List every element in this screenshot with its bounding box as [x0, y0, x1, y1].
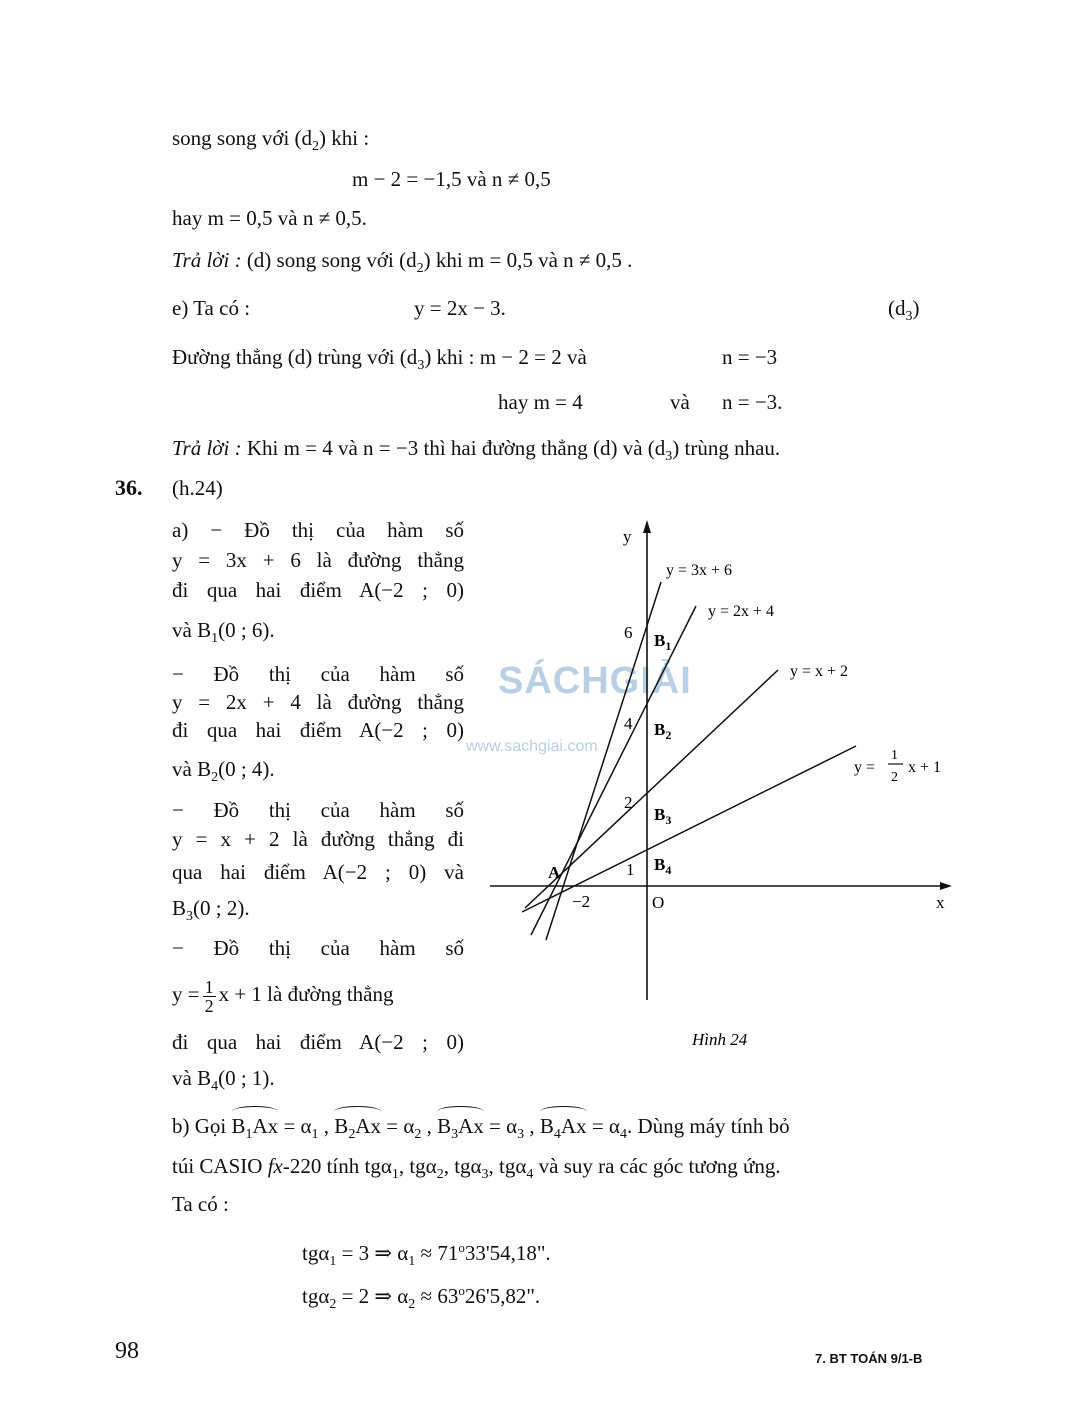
angle-B1Ax: $B_1Ax$: [232, 1112, 279, 1149]
text-b1: − Đồ thị của hàm số: [172, 662, 464, 686]
tick-neg2: −2: [572, 892, 591, 911]
figure-graph: [490, 518, 960, 1078]
equation-m-minus-2: m − 2 = −1,5 và n ≠ 0,5: [352, 167, 551, 191]
angle-B4Ax: $B_4Ax$: [540, 1112, 587, 1149]
text-c2: y = x + 2 là đường thẳng đi: [172, 827, 464, 851]
text-d4: và $B_4(0$ ; 1).: [172, 1066, 275, 1094]
tick-1: 1: [626, 860, 635, 879]
label-half-rest: x + 1: [908, 759, 942, 776]
fraction-half: $\frac{1}{2}$: [204, 976, 214, 1016]
figure-caption: Hình 24: [692, 1030, 748, 1049]
footer-label: 7. BT TOÁN 9/1-B: [815, 1351, 923, 1366]
part-b-line2: túi CASIO fx-220 tính tgα$_1$, tgα$_2$, tgα$_3$, tgα$_4$ và suy ra các góc tương ứng.: [172, 1154, 781, 1182]
text-a4: và $B_1(0$ ; 6).: [172, 618, 275, 646]
axis-y-label: y: [623, 527, 632, 546]
y-axis-arrow: [643, 520, 651, 533]
part-b-line3: Ta có :: [172, 1192, 229, 1216]
text-d1: − Đồ thị của hàm số: [172, 936, 464, 960]
part-b-line1: b) Gọi $B_1Ax = \alpha_1$ , $B_2Ax = \alpha_2$ , $B_3Ax = \alpha_3$ , $B_4Ax = \alpha_4$. Dùng máy tính bỏ: [172, 1112, 790, 1149]
page-number: 98: [115, 1338, 139, 1364]
text-c1: − Đồ thị của hàm số: [172, 798, 464, 822]
label-line-2x-4: y = 2x + 4: [708, 603, 775, 620]
equation-tg-alpha1: tgα$_1$ = 3 ⇒ $\alpha_1 \approx 71^o33'54,18$".: [302, 1240, 551, 1269]
line-y-half-x-1: [522, 746, 856, 912]
origin-label: O: [652, 893, 665, 912]
label-d3: $(d_3)$: [888, 296, 920, 324]
line-parallel-d2: song song với $(d_2)$ khi :: [172, 126, 370, 154]
text-a2: y = 3x + 6 là đường thẳng: [172, 548, 464, 572]
exercise-number: 36.: [115, 475, 143, 500]
label-line-x-2: y = x + 2: [790, 663, 849, 680]
line-hay-m: hay m = 0,5 và n ≠ 0,5.: [172, 206, 367, 230]
answer-coincide: Trả lời : Khi m = 4 và n = −3 thì hai đường thẳng (d) và $(d_3)$ trùng nhau.: [172, 436, 781, 464]
line-coincide-d3: Đường thẳng (d) trùng với $(d_3)$ khi : m − 2 = 2 và: [172, 345, 587, 373]
text-a1: a) − Đồ thị của hàm số: [172, 518, 464, 542]
watermark-url: www.sachgiai.com: [466, 738, 598, 755]
point-A: A: [548, 863, 561, 882]
part-e-equation: y = 2x − 3.: [414, 296, 506, 320]
angle-B3Ax: $B_3Ax$: [437, 1112, 484, 1149]
tick-4: 4: [624, 714, 633, 733]
text-d2: y = $\frac{1}{2}$ x + 1 là đường thẳng: [172, 976, 394, 1016]
tick-6: 6: [624, 623, 633, 642]
line-hay-m4: hay m = 4: [498, 390, 583, 414]
text-b4: và $B_2(0$ ; 4).: [172, 757, 275, 785]
point-B3: $B_3$: [654, 805, 672, 827]
angle-B2Ax: $B_2Ax$: [334, 1112, 381, 1149]
label-half-num: 1: [891, 748, 898, 763]
text-b3: đi qua hai điểm A(−2 ; 0): [172, 718, 464, 742]
x-axis-arrow: [940, 882, 952, 890]
text-a3: đi qua hai điểm A(−2 ; 0): [172, 578, 464, 602]
exercise-figure-ref: (h.24): [172, 476, 223, 500]
line-y-x-2: [525, 670, 778, 908]
line-va: và: [670, 390, 690, 414]
point-B2: $B_2$: [654, 720, 672, 742]
text-c4: $B_3(0$ ; 2).: [172, 896, 250, 924]
coincide-n: n = −3: [722, 345, 778, 369]
point-B4: $B_4$: [654, 855, 672, 877]
line-n-3: n = −3.: [722, 390, 783, 414]
axis-x-label: x: [936, 893, 945, 912]
tick-2: 2: [624, 793, 633, 812]
text-b2: y = 2x + 4 là đường thẳng: [172, 690, 464, 714]
point-B1: $B_1$: [654, 631, 672, 653]
equation-tg-alpha2: tgα$_2$ = 2 ⇒ $\alpha_2 \approx 63^o26'5,82$".: [302, 1283, 541, 1312]
text-d3: đi qua hai điểm A(−2 ; 0): [172, 1030, 464, 1054]
answer-parallel: Trả lời : (d) song song với $(d_2)$ khi m = 0,5 và n ≠ 0,5 .: [172, 248, 633, 276]
label-line-half-x-1: y =: [854, 759, 876, 776]
text-c3: qua hai điểm A(−2 ; 0) và: [172, 860, 464, 884]
label-half-den: 2: [891, 770, 898, 785]
part-e-label: e) Ta có :: [172, 296, 251, 320]
label-line-3x-6: y = 3x + 6: [666, 562, 733, 579]
watermark-logo: SÁCHGIẢI: [498, 660, 692, 702]
